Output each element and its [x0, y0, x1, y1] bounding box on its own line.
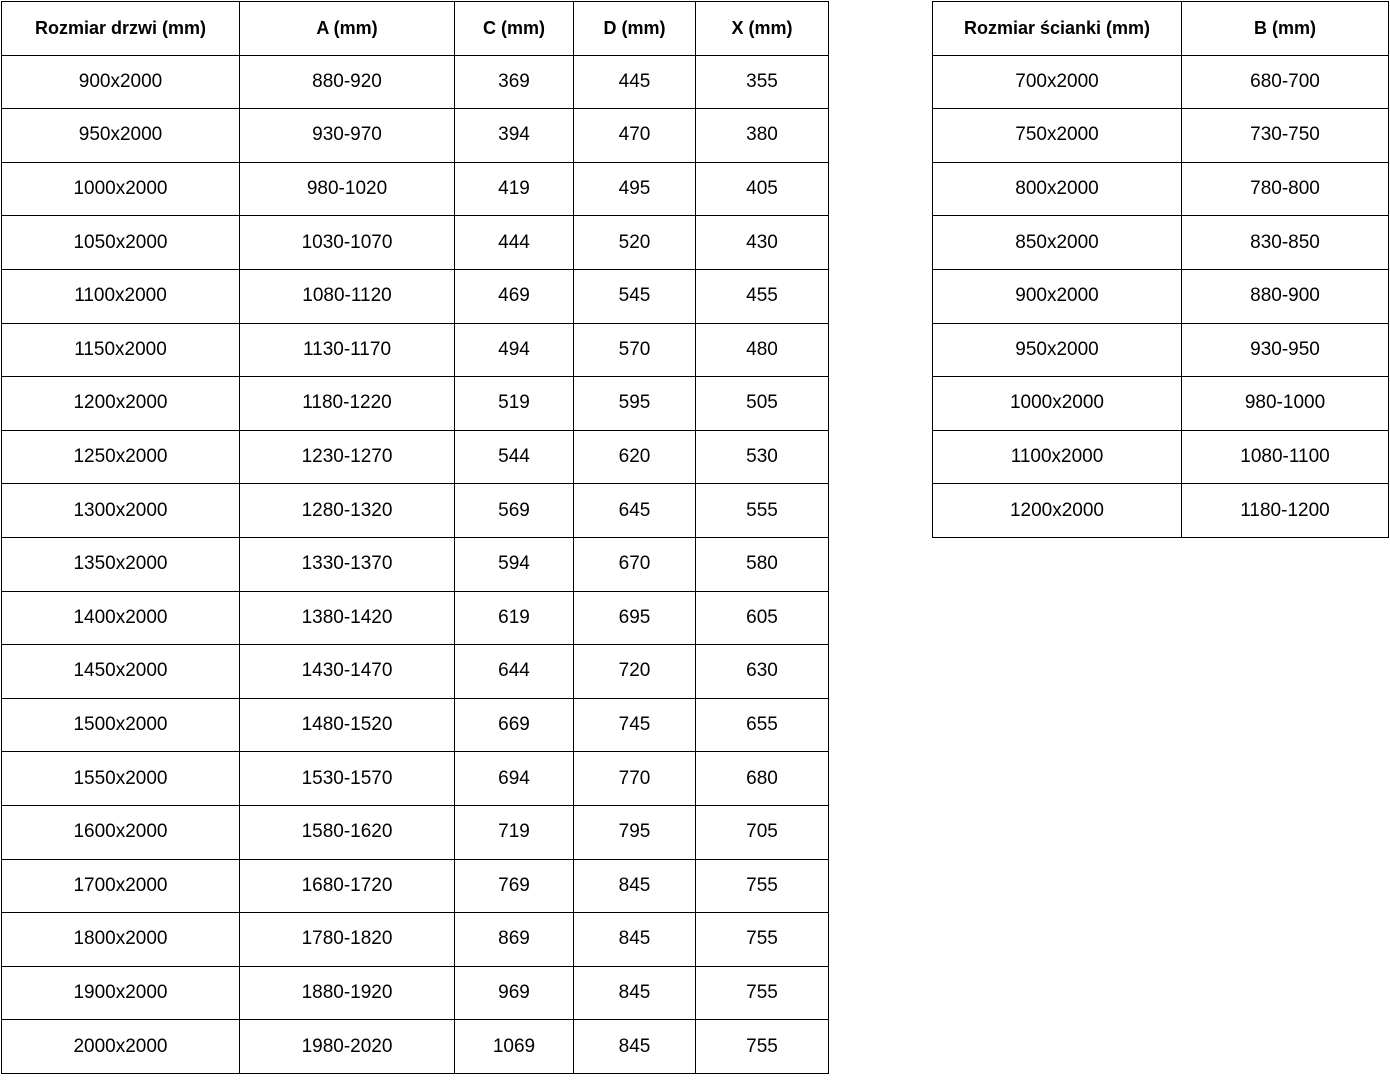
- cell-a: 1330-1370: [240, 537, 455, 591]
- wall-size-table-body: [933, 55, 1389, 537]
- cell-door-size: 1000x2000: [2, 162, 240, 216]
- cell-a: 1580-1620: [240, 805, 455, 859]
- cell-d: 795: [574, 805, 696, 859]
- door-size-table-head: [2, 2, 829, 56]
- column-header-c: C (mm): [455, 2, 574, 56]
- table-row: [2, 591, 829, 645]
- cell-door-size: 900x2000: [2, 55, 240, 109]
- table-row: [2, 913, 829, 967]
- cell-a: 1480-1520: [240, 698, 455, 752]
- cell-door-size: 950x2000: [2, 109, 240, 163]
- table-row: [2, 323, 829, 377]
- cell-c: 544: [455, 430, 574, 484]
- cell-a: 1530-1570: [240, 752, 455, 806]
- cell-b: 930-950: [1182, 323, 1389, 377]
- cell-wall-size: 900x2000: [933, 269, 1182, 323]
- cell-a: 1430-1470: [240, 645, 455, 699]
- column-header-b: B (mm): [1182, 2, 1389, 56]
- cell-door-size: 1300x2000: [2, 484, 240, 538]
- cell-x: 755: [696, 913, 829, 967]
- cell-wall-size: 750x2000: [933, 109, 1182, 163]
- cell-x: 380: [696, 109, 829, 163]
- cell-d: 595: [574, 377, 696, 431]
- cell-door-size: 1700x2000: [2, 859, 240, 913]
- cell-a: 1130-1170: [240, 323, 455, 377]
- door-size-table: [1, 1, 829, 1074]
- cell-d: 520: [574, 216, 696, 270]
- column-header-wall-size: Rozmiar ścianki (mm): [933, 2, 1182, 56]
- cell-x: 480: [696, 323, 829, 377]
- cell-wall-size: 800x2000: [933, 162, 1182, 216]
- cell-b: 880-900: [1182, 269, 1389, 323]
- cell-wall-size: 700x2000: [933, 55, 1182, 109]
- table-row: [933, 216, 1389, 270]
- cell-c: 869: [455, 913, 574, 967]
- cell-x: 630: [696, 645, 829, 699]
- cell-c: 369: [455, 55, 574, 109]
- cell-d: 495: [574, 162, 696, 216]
- cell-a: 1980-2020: [240, 1020, 455, 1074]
- cell-d: 720: [574, 645, 696, 699]
- cell-wall-size: 950x2000: [933, 323, 1182, 377]
- cell-x: 605: [696, 591, 829, 645]
- cell-d: 845: [574, 859, 696, 913]
- cell-c: 619: [455, 591, 574, 645]
- column-header-door-size: Rozmiar drzwi (mm): [2, 2, 240, 56]
- cell-door-size: 1050x2000: [2, 216, 240, 270]
- cell-x: 505: [696, 377, 829, 431]
- table-row: [2, 162, 829, 216]
- cell-wall-size: 1100x2000: [933, 430, 1182, 484]
- cell-a: 1180-1220: [240, 377, 455, 431]
- cell-c: 594: [455, 537, 574, 591]
- cell-c: 969: [455, 966, 574, 1020]
- table-row: [2, 966, 829, 1020]
- cell-d: 445: [574, 55, 696, 109]
- cell-x: 355: [696, 55, 829, 109]
- cell-door-size: 1500x2000: [2, 698, 240, 752]
- cell-x: 755: [696, 859, 829, 913]
- cell-d: 845: [574, 966, 696, 1020]
- cell-door-size: 1250x2000: [2, 430, 240, 484]
- cell-c: 394: [455, 109, 574, 163]
- cell-d: 745: [574, 698, 696, 752]
- cell-a: 1080-1120: [240, 269, 455, 323]
- cell-a: 1680-1720: [240, 859, 455, 913]
- cell-x: 580: [696, 537, 829, 591]
- table-row: [2, 537, 829, 591]
- table-row: [933, 162, 1389, 216]
- cell-x: 680: [696, 752, 829, 806]
- table-row: [2, 377, 829, 431]
- cell-wall-size: 850x2000: [933, 216, 1182, 270]
- cell-c: 419: [455, 162, 574, 216]
- cell-a: 1880-1920: [240, 966, 455, 1020]
- table-row: [933, 109, 1389, 163]
- cell-c: 569: [455, 484, 574, 538]
- cell-b: 1080-1100: [1182, 430, 1389, 484]
- cell-d: 770: [574, 752, 696, 806]
- cell-d: 645: [574, 484, 696, 538]
- cell-d: 845: [574, 1020, 696, 1074]
- cell-wall-size: 1000x2000: [933, 377, 1182, 431]
- cell-b: 1180-1200: [1182, 484, 1389, 538]
- cell-a: 1230-1270: [240, 430, 455, 484]
- cell-d: 695: [574, 591, 696, 645]
- table-row: [933, 377, 1389, 431]
- cell-c: 719: [455, 805, 574, 859]
- cell-a: 1030-1070: [240, 216, 455, 270]
- cell-x: 555: [696, 484, 829, 538]
- cell-door-size: 1200x2000: [2, 377, 240, 431]
- cell-door-size: 2000x2000: [2, 1020, 240, 1074]
- column-header-d: D (mm): [574, 2, 696, 56]
- cell-d: 570: [574, 323, 696, 377]
- table-row: [2, 216, 829, 270]
- column-header-a: A (mm): [240, 2, 455, 56]
- cell-a: 930-970: [240, 109, 455, 163]
- table-row: [933, 269, 1389, 323]
- table-row: [2, 859, 829, 913]
- table-row: [2, 645, 829, 699]
- table-row: [2, 109, 829, 163]
- cell-x: 755: [696, 966, 829, 1020]
- table-row: [2, 55, 829, 109]
- cell-door-size: 1100x2000: [2, 269, 240, 323]
- cell-c: 769: [455, 859, 574, 913]
- cell-d: 545: [574, 269, 696, 323]
- cell-b: 730-750: [1182, 109, 1389, 163]
- cell-c: 494: [455, 323, 574, 377]
- cell-a: 1280-1320: [240, 484, 455, 538]
- table-row: [2, 1020, 829, 1074]
- cell-c: 469: [455, 269, 574, 323]
- cell-b: 830-850: [1182, 216, 1389, 270]
- door-size-table-body: [2, 55, 829, 1073]
- cell-door-size: 1150x2000: [2, 323, 240, 377]
- cell-d: 620: [574, 430, 696, 484]
- cell-a: 980-1020: [240, 162, 455, 216]
- cell-x: 430: [696, 216, 829, 270]
- table-row: [2, 269, 829, 323]
- cell-door-size: 1800x2000: [2, 913, 240, 967]
- cell-door-size: 1400x2000: [2, 591, 240, 645]
- cell-c: 694: [455, 752, 574, 806]
- wall-size-table-head: [933, 2, 1389, 56]
- table-row: [2, 430, 829, 484]
- cell-c: 1069: [455, 1020, 574, 1074]
- wall-size-table: [932, 1, 1389, 538]
- cell-a: 1780-1820: [240, 913, 455, 967]
- table-row: [933, 323, 1389, 377]
- table-header-row: [933, 2, 1389, 56]
- cell-x: 705: [696, 805, 829, 859]
- cell-wall-size: 1200x2000: [933, 484, 1182, 538]
- cell-x: 530: [696, 430, 829, 484]
- cell-x: 455: [696, 269, 829, 323]
- cell-b: 980-1000: [1182, 377, 1389, 431]
- cell-d: 670: [574, 537, 696, 591]
- cell-door-size: 1350x2000: [2, 537, 240, 591]
- cell-d: 845: [574, 913, 696, 967]
- table-row: [2, 698, 829, 752]
- cell-door-size: 1900x2000: [2, 966, 240, 1020]
- column-header-x: X (mm): [696, 2, 829, 56]
- cell-door-size: 1600x2000: [2, 805, 240, 859]
- cell-c: 519: [455, 377, 574, 431]
- table-header-row: [2, 2, 829, 56]
- cell-b: 780-800: [1182, 162, 1389, 216]
- cell-a: 1380-1420: [240, 591, 455, 645]
- cell-c: 669: [455, 698, 574, 752]
- cell-x: 405: [696, 162, 829, 216]
- table-row: [933, 484, 1389, 538]
- cell-a: 880-920: [240, 55, 455, 109]
- cell-door-size: 1550x2000: [2, 752, 240, 806]
- cell-c: 444: [455, 216, 574, 270]
- cell-door-size: 1450x2000: [2, 645, 240, 699]
- cell-d: 470: [574, 109, 696, 163]
- table-row: [2, 805, 829, 859]
- cell-b: 680-700: [1182, 55, 1389, 109]
- cell-x: 655: [696, 698, 829, 752]
- table-row: [2, 752, 829, 806]
- cell-c: 644: [455, 645, 574, 699]
- table-row: [933, 430, 1389, 484]
- cell-x: 755: [696, 1020, 829, 1074]
- table-row: [2, 484, 829, 538]
- table-row: [933, 55, 1389, 109]
